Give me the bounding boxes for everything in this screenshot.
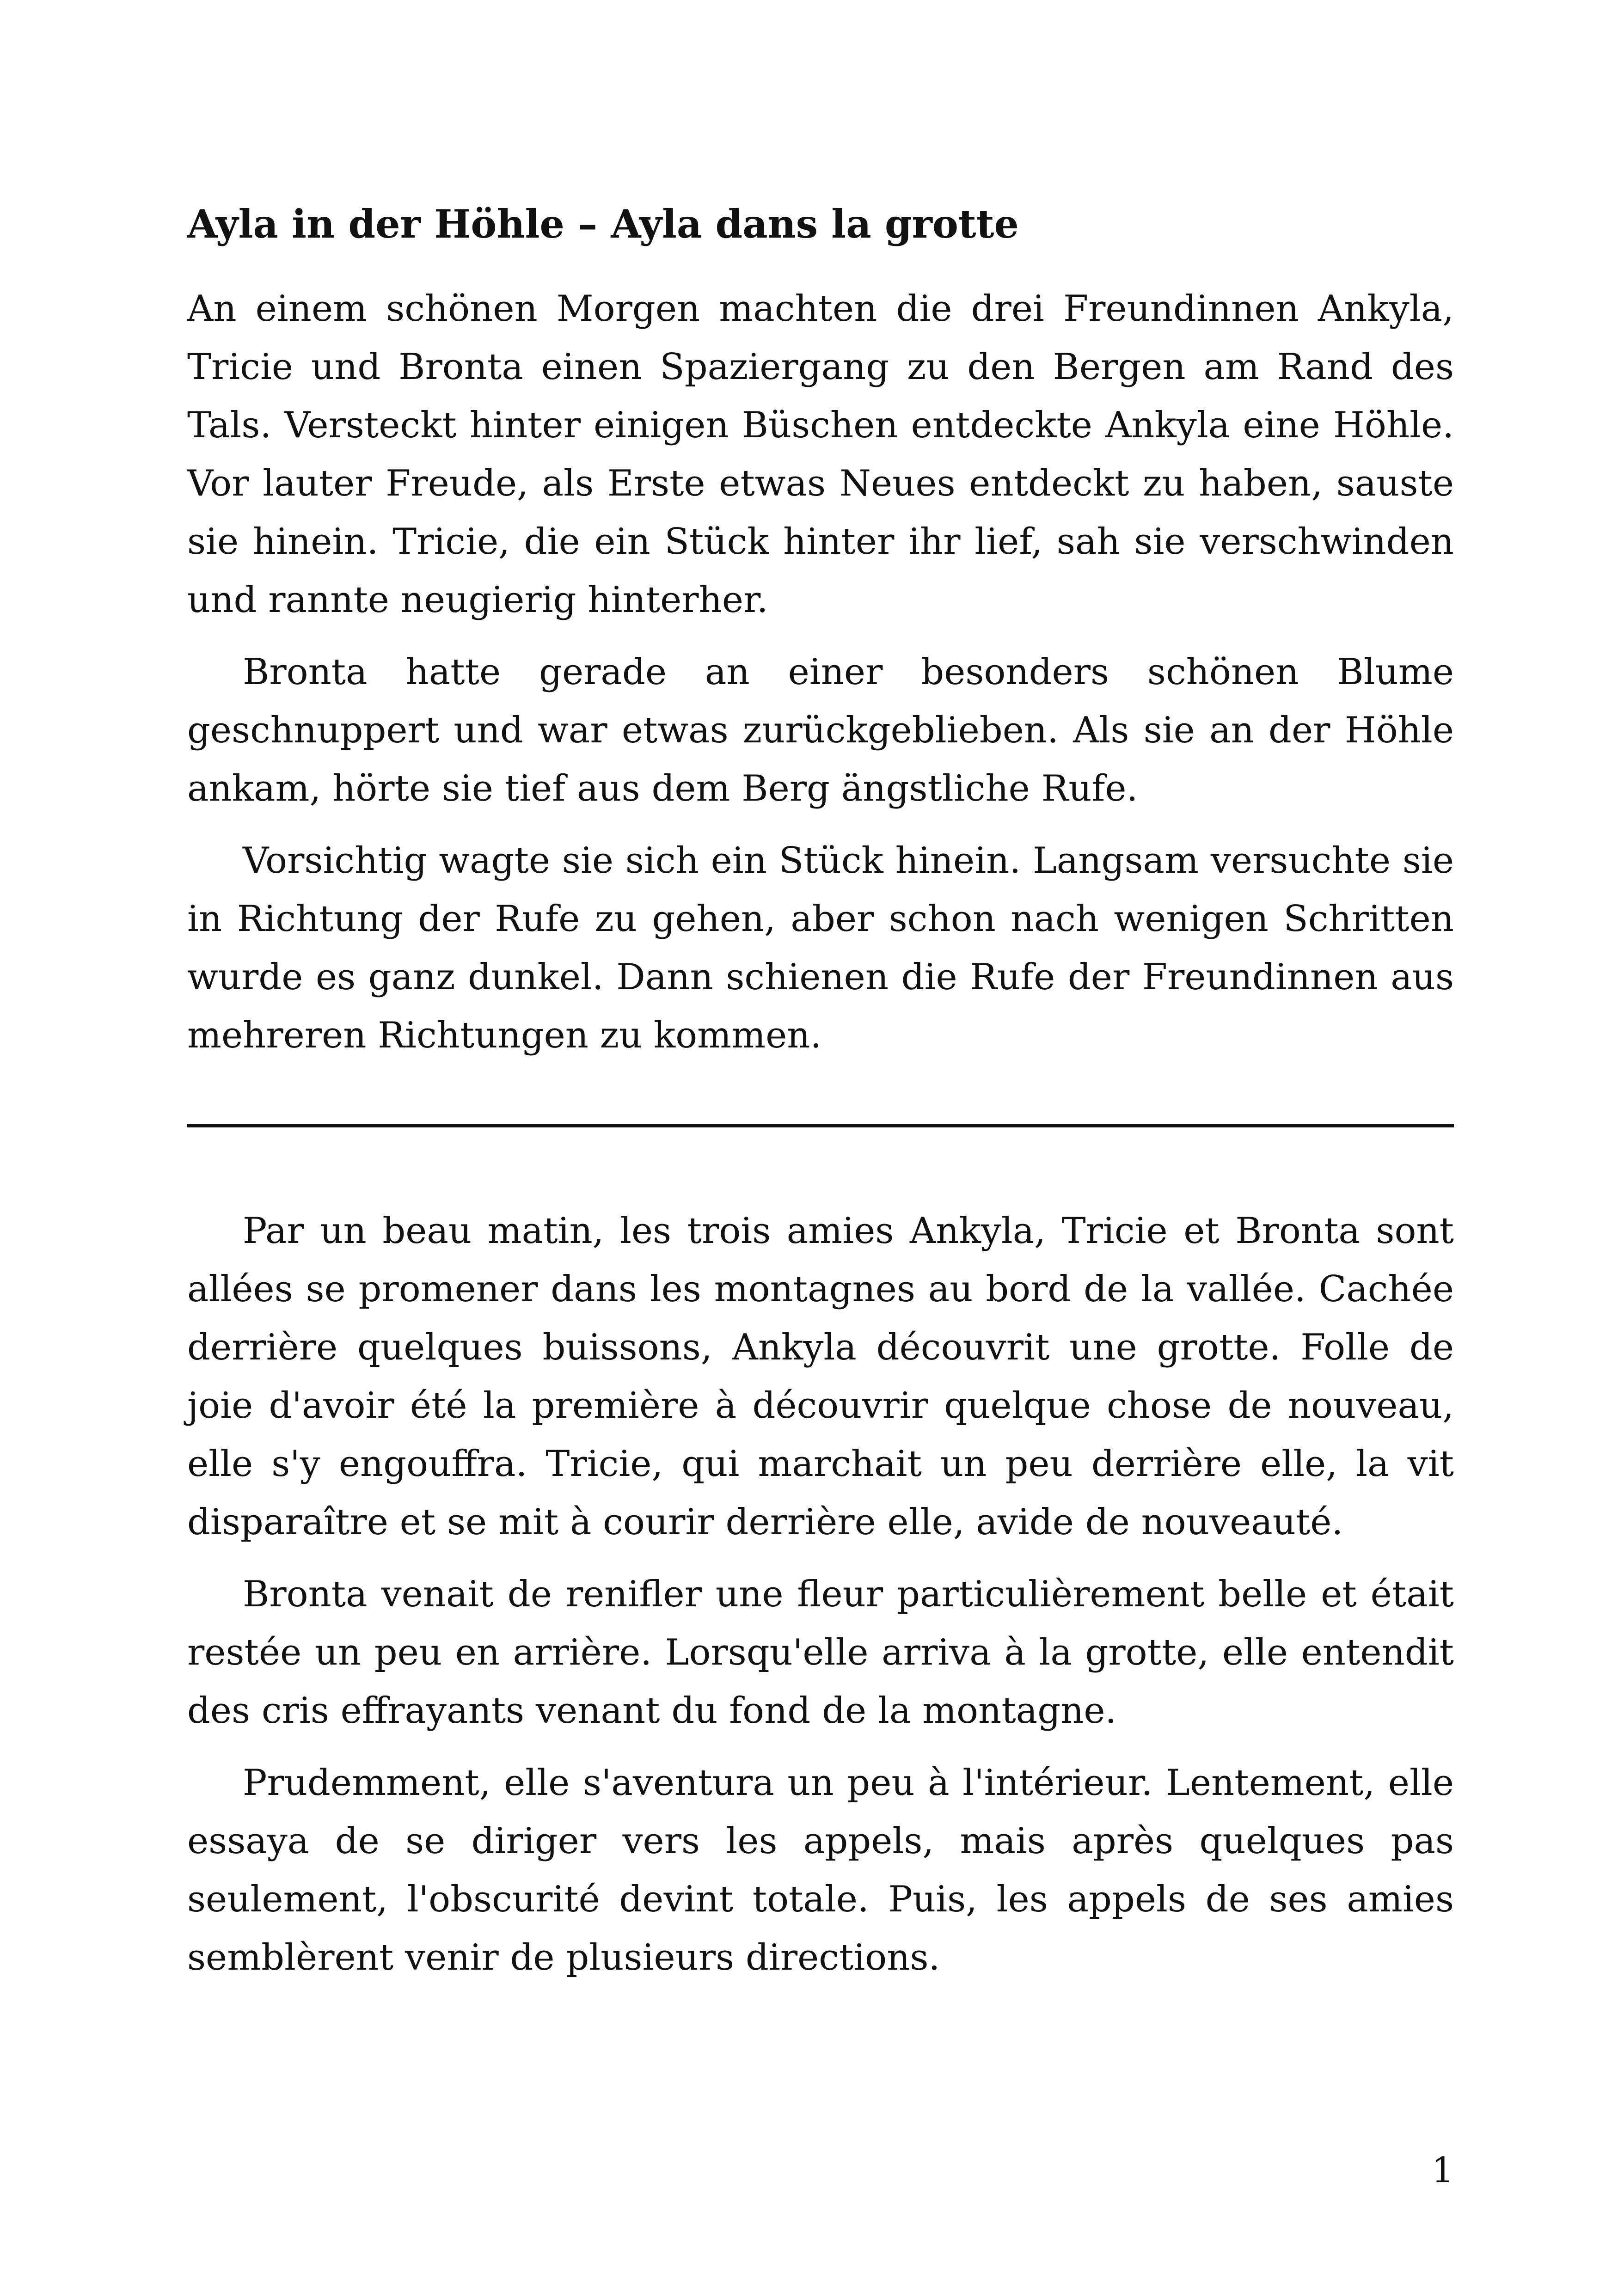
french-paragraph-1: Par un beau matin, les trois amies Ankyla, Tricie et Bronta sont allées se promener dans les montagnes au bord de la vallée. Cachée derrière quelques buissons, Ankyla découvrit une grotte. Folle de joie d'avoir été la première à découvrir quelque chose de nouveau, elle s'y engouffra. Tricie, qui marchait un peu derrière elle, la vit disparaître et se mit à courir derrière elle, avide de nouveauté. [187, 1210, 1454, 1543]
page-title: Ayla in der Höhle – Ayla dans la grotte [187, 201, 1019, 247]
german-text-section [187, 280, 1454, 1078]
section-divider [187, 1124, 1454, 1127]
german-paragraph-1: An einem schönen Morgen machten die drei Freundinnen Ankyla, Tricie und Bronta einen Spaziergang zu den Bergen am Rand des Tals. Versteckt hinter einigen Büschen entdeckte Ankyla eine Höhle. Vor lauter Freude, als Erste etwas Neues entdeckt zu haben, sauste sie hinein. Tricie, die ein Stück hinter ihr lief, sah sie verschwinden und rannte neugierig hinterher. [187, 288, 1454, 621]
french-paragraph-2: Bronta venait de renifler une fleur particulièrement belle et était restée un peu en arrière. Lorsqu'elle arriva à la grotte, elle entendit des cris effrayants venant du fond de la montagne. [187, 1574, 1454, 1732]
page-number: 1 [1431, 2149, 1454, 2191]
german-paragraph-3: Vorsichtig wagte sie sich ein Stück hinein. Langsam versuchte sie in Richtung der Rufe zu gehen, aber schon nach wenigen Schritten wurde es ganz dunkel. Dann schienen die Rufe der Freundinnen aus mehreren Richtungen zu kommen. [187, 840, 1454, 1056]
german-paragraph-2: Bronta hatte gerade an einer besonders schönen Blume geschnuppert und war etwas zurückgeblieben. Als sie an der Höhle ankam, hörte sie tief aus dem Berg ängstliche Rufe. [187, 651, 1454, 809]
french-text-section [187, 1202, 1454, 2001]
french-paragraph-3: Prudemment, elle s'aventura un peu à l'intérieur. Lentement, elle essaya de se diriger vers les appels, mais après quelques pas seulement, l'obscurité devint totale. Puis, les appels de ses amies semblèrent venir de plusieurs directions. [187, 1762, 1454, 1978]
